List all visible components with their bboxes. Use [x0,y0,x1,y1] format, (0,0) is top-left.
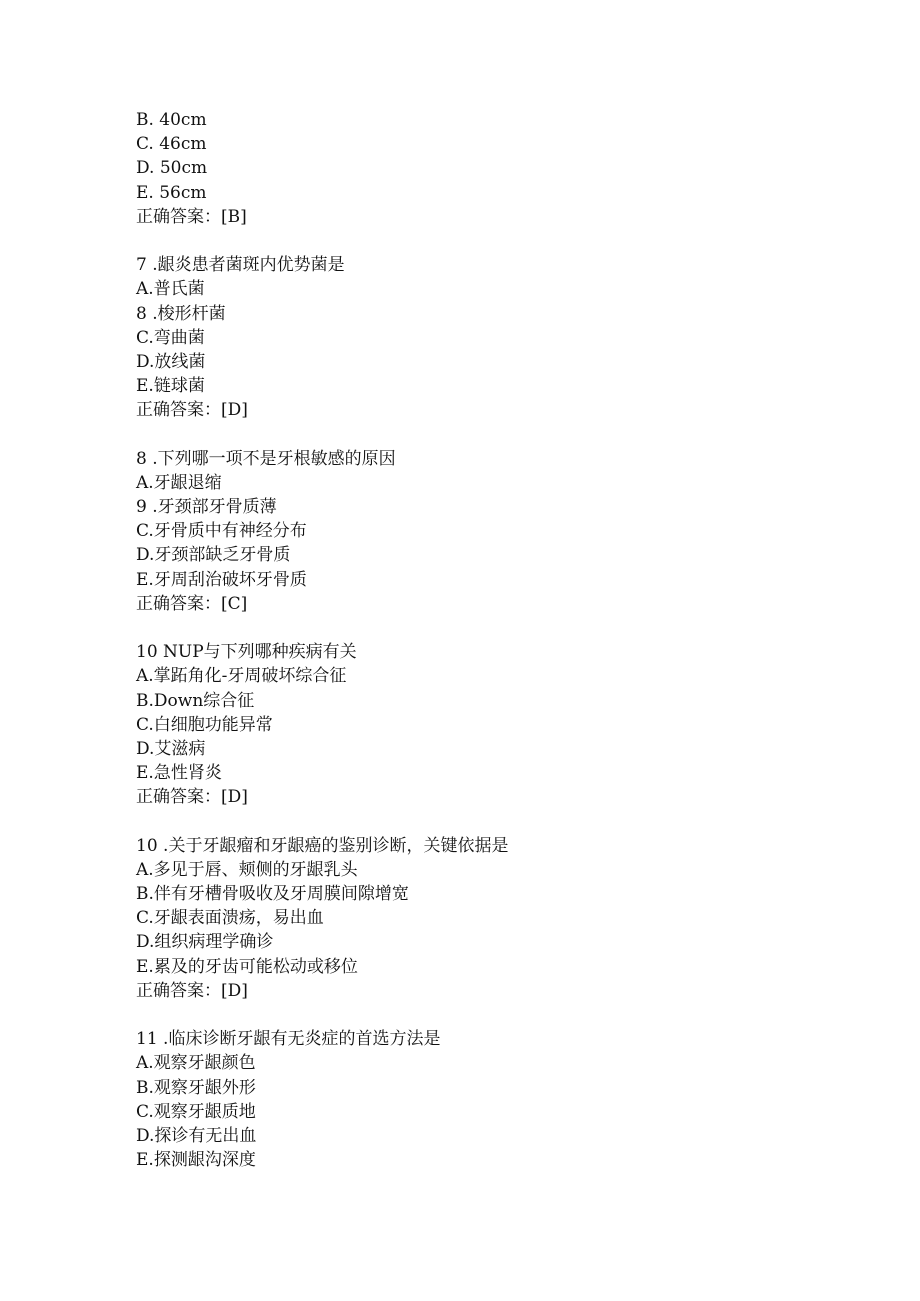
option-line: D.放线菌 [136,351,206,372]
option-line: E.急性肾炎 [136,763,222,784]
option-line: C.白细胞功能异常 [136,714,273,735]
option-line: B.伴有牙槽骨吸收及牙周膜间隙增宽 [136,884,409,904]
option-line: A.普氏菌 [136,279,205,300]
spacer [136,1003,836,1027]
option-line: 9 .牙颈部牙骨质薄 [136,497,277,517]
answer-line: 正确答案：[C] [136,593,248,614]
question-block-7 [136,253,836,422]
option-line: D.牙颈部缺乏牙骨质 [136,545,291,566]
question-title: 10 NUP与下列哪种疾病有关 [136,642,357,663]
option-line: E. 56cm [136,182,207,203]
option-line: C.观察牙龈质地 [136,1101,256,1122]
question-block-6-tail [136,108,836,229]
spacer [136,809,836,833]
spacer [136,229,836,253]
option-line: E.链球菌 [136,376,205,397]
answer-line: 正确答案：[D] [136,787,248,808]
question-block-10b [136,834,836,1003]
option-line: D. 50cm [136,158,208,179]
question-block-10a [136,640,836,809]
option-line: A.牙龈退缩 [136,472,222,493]
question-title: 11 .临床诊断牙龈有无炎症的首选方法是 [136,1029,441,1050]
option-line: C.牙龈表面溃疡，易出血 [136,908,324,929]
answer-line: 正确答案：[D] [136,980,248,1001]
option-line: B.Down综合征 [136,690,255,711]
question-title: 10 .关于牙龈瘤和牙龈癌的鉴别诊断，关键依据是 [136,835,509,856]
option-line: 8 .梭形杆菌 [136,303,226,324]
option-line: C. 46cm [136,134,207,155]
option-line: A.掌跖角化-牙周破坏综合征 [136,666,347,687]
option-line: A.观察牙龈颜色 [136,1053,256,1074]
document-page [136,108,836,1172]
question-title: 8 .下列哪一项不是牙根敏感的原因 [136,448,396,469]
option-line: C.牙骨质中有神经分布 [136,521,307,542]
spacer [136,422,836,446]
question-title: 7 .龈炎患者菌斑内优势菌是 [136,255,345,276]
option-line: C.弯曲菌 [136,327,205,348]
answer-line: 正确答案：[D] [136,400,248,421]
option-line: E.累及的牙齿可能松动或移位 [136,956,358,977]
option-line: D.探诊有无出血 [136,1125,257,1146]
question-block-8 [136,447,836,616]
option-line: A.多见于唇、颊侧的牙龈乳头 [136,859,358,880]
option-line: D.组织病理学确诊 [136,932,274,953]
spacer [136,616,836,640]
option-line: D.艾滋病 [136,738,206,759]
option-line: B. 40cm [136,110,207,130]
option-line: E.牙周刮治破坏牙骨质 [136,569,307,590]
option-line: B.观察牙龈外形 [136,1077,256,1098]
answer-line: 正确答案：[B] [136,206,247,227]
question-block-11 [136,1027,836,1172]
option-line: E.探测龈沟深度 [136,1150,256,1171]
